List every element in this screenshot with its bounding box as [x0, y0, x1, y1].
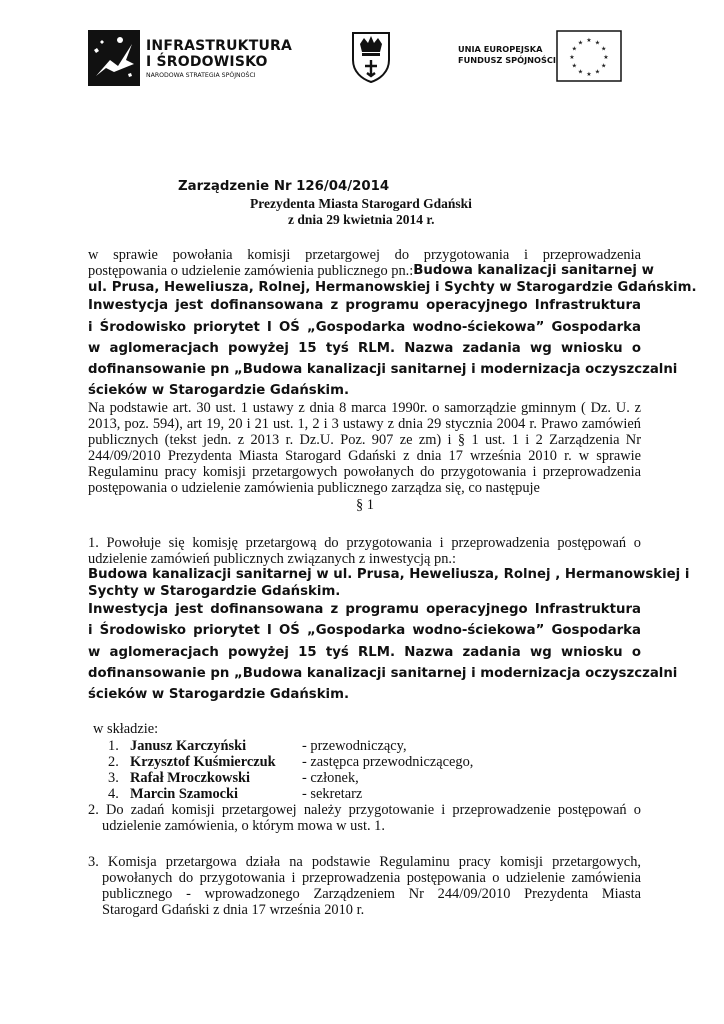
- member-number: 1.: [108, 738, 119, 754]
- intro-project-line: Inwestycja jest dofinansowana z programu operacyjnego Infrastruktura: [88, 298, 641, 313]
- member-number: 2.: [108, 754, 119, 770]
- legal-basis-line: postępowania o udzielenie zamówienia publicznego zarządza się, co następuje: [88, 480, 540, 496]
- point1-project-line: i Środowisko priorytet I OŚ „Gospodarka wodno-ściekowa” Gospodarka: [88, 623, 641, 638]
- section-mark: § 1: [356, 497, 374, 513]
- point1-project-line: Sychty w Starogardzie Gdańskim.: [88, 584, 341, 599]
- logo-is-line3: NARODOWA STRATEGIA SPÓJNOŚCI: [146, 72, 256, 79]
- intro-line: [88, 263, 654, 279]
- logo-unia-europejska: [458, 30, 628, 86]
- eu-flag-icon: [556, 30, 622, 82]
- point3-line: Starogard Gdański z dnia 17 września 2010 r.: [102, 902, 365, 918]
- point1-line: 1. Powołuje się komisję przetargową do przygotowania i przeprowadzenia postępowań o: [88, 535, 641, 551]
- point1-project-line: w aglomeracjach powyżej 15 tyś RLM. Nazwa zadania wg wniosku o: [88, 645, 641, 660]
- member-role: - zastępca przewodniczącego,: [302, 754, 474, 770]
- logo-is-line1: INFRASTRUKTURA: [146, 38, 293, 54]
- intro-project-line: i Środowisko priorytet I OŚ „Gospodarka wodno-ściekowa” Gospodarka: [88, 320, 641, 335]
- point3-line: publicznego - wprowadzonego Zarządzeniem Nr 244/09/2010 Prezydenta Miasta: [102, 886, 641, 902]
- intro-project-line: ul. Prusa, Heweliusza, Rolnej, Hermanowskiej i Sychty w Starogardzie Gdańskim.: [88, 280, 697, 295]
- point1-project-line: Inwestycja jest dofinansowana z programu operacyjnego Infrastruktura: [88, 602, 641, 617]
- intro-project-line: w aglomeracjach powyżej 15 tyś RLM. Nazwa zadania wg wniosku o: [88, 341, 641, 356]
- document-number: Zarządzenie Nr 126/04/2014: [178, 179, 390, 194]
- legal-basis-line: publicznych (tekst jedn. z 2013 r. Dz.U. Poz. 907 ze zm) i § 1 ust. 1 i 2 Zarządzenia Nr: [88, 432, 641, 448]
- member-name: Rafał Mroczkowski: [130, 770, 251, 786]
- svg-text:★: ★: [571, 45, 577, 53]
- legal-basis-line: Regulaminu pracy komisji przetargowych powołanych do przygotowania i przeprowadzenia: [88, 464, 641, 480]
- document-author: Prezydenta Miasta Starogard Gdański: [250, 196, 472, 211]
- member-name: Marcin Szamocki: [130, 786, 239, 802]
- point2-line: 2. Do zadań komisji przetargowej należy przygotowanie i przeprowadzenie postępowań o: [88, 802, 641, 818]
- logo-is-line2: I ŚRODOWISKO: [146, 54, 268, 70]
- point3-line: powołanych do przygotowania i przeprowadzenia postępowania o udzielenie zamówienia: [102, 870, 641, 886]
- coat-of-arms-icon: [350, 30, 392, 84]
- infrastruktura-emblem-icon: [88, 30, 140, 86]
- svg-text:★: ★: [603, 54, 609, 61]
- member-role: - członek,: [302, 770, 359, 786]
- member-number: 3.: [108, 770, 119, 786]
- svg-text:★: ★: [594, 68, 601, 76]
- legal-basis-line: 244/09/2010 Prezydenta Miasta Starogard Gdański z dnia 17 września 2010 r. w sprawie: [88, 448, 641, 464]
- city-coat-of-arms: [350, 30, 392, 84]
- intro-line-start: postępowania o udzielenie zamówienia publicznego pn.:: [88, 263, 414, 279]
- legal-basis-line: Na podstawie art. 30 ust. 1 ustawy z dnia 8 marca 1990r. o samorządzie gminnym ( Dz. U. z: [88, 400, 641, 416]
- svg-text:★: ★: [601, 62, 607, 70]
- member-name: Krzysztof Kuśmierczuk: [130, 754, 276, 770]
- svg-text:★: ★: [571, 62, 577, 70]
- composition-label: w składzie:: [93, 721, 159, 737]
- svg-text:★: ★: [586, 71, 592, 78]
- svg-text:★: ★: [601, 45, 607, 53]
- member-number: 4.: [108, 786, 119, 802]
- member-role: - sekretarz: [302, 786, 363, 802]
- point1-project-line: Budowa kanalizacji sanitarnej w ul. Prusa, Heweliusza, Rolnej , Hermanowskiej i: [88, 567, 690, 582]
- intro-project-line: ścieków w Starogardzie Gdańskim.: [88, 383, 350, 398]
- logo-eu-line2: FUNDUSZ SPÓJNOŚCI: [458, 55, 556, 65]
- point3-line: 3. Komisja przetargowa działa na podstawie Regulaminu pracy komisji przetargowych,: [88, 854, 641, 870]
- svg-text:★: ★: [569, 54, 575, 61]
- member-name: Janusz Karczyński: [130, 738, 247, 754]
- document-date: z dnia 29 kwietnia 2014 r.: [288, 212, 435, 227]
- point1-project-line: ścieków w Starogardzie Gdańskim.: [88, 687, 350, 702]
- legal-basis-line: 2013, poz. 594), art 19, 20 i 21 ust. 1, 2 i 3 ustawy z dnia 29 stycznia 2004 r. Prawo zamówień: [88, 416, 641, 432]
- svg-text:★: ★: [594, 39, 601, 47]
- point1-line: udzielenie zamówień publicznych związanych z inwestycją pn.:: [88, 551, 457, 567]
- intro-project-start: Budowa kanalizacji sanitarnej w: [413, 263, 654, 278]
- svg-text:★: ★: [577, 68, 584, 76]
- logo-eu-line1: UNIA EUROPEJSKA: [458, 44, 543, 54]
- intro-line: w sprawie powołania komisji przetargowej do przygotowania i przeprowadzenia: [88, 247, 641, 263]
- logo-infrastruktura-srodowisko: [88, 28, 293, 88]
- svg-text:★: ★: [577, 39, 584, 47]
- svg-text:★: ★: [586, 37, 592, 44]
- point2-line: udzielenie zamówienia, o którym mowa w ust. 1.: [102, 818, 385, 834]
- point1-project-line: dofinansowanie pn „Budowa kanalizacji sanitarnej i modernizacja oczyszczalni: [88, 666, 678, 681]
- intro-project-line: dofinansowanie pn „Budowa kanalizacji sanitarnej i modernizacja oczyszczalni: [88, 362, 678, 377]
- member-role: - przewodniczący,: [302, 738, 407, 754]
